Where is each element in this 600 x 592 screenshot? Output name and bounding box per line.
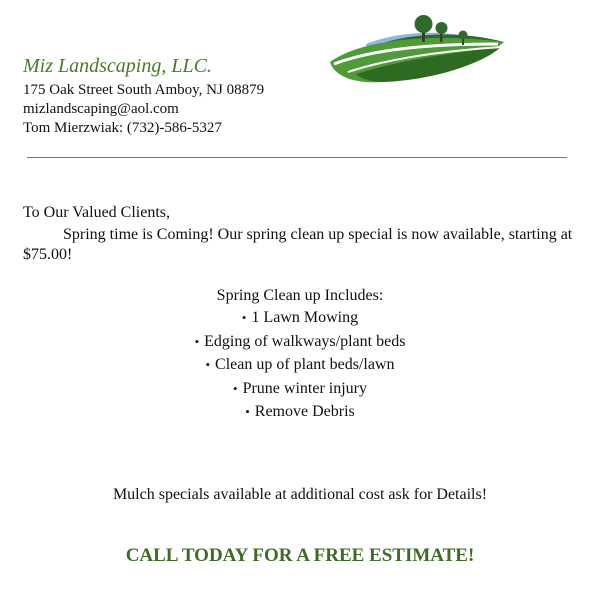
header-divider bbox=[27, 157, 567, 158]
company-address: 175 Oak Street South Amboy, NJ 08879 bbox=[23, 82, 265, 98]
list-item bbox=[0, 377, 600, 401]
service-label: Prune winter injury bbox=[242, 379, 367, 397]
service-label: Clean up of plant beds/lawn bbox=[215, 356, 395, 373]
call-to-action: CALL TODAY FOR A FREE ESTIMATE! bbox=[125, 545, 475, 566]
bullet-icon: • bbox=[241, 310, 247, 325]
bullet-icon: • bbox=[205, 357, 211, 372]
company-name: Miz Landscaping, LLC. bbox=[23, 55, 212, 77]
company-email: mizlandscaping@aol.com bbox=[23, 101, 179, 117]
landscape-logo-icon bbox=[326, 14, 508, 84]
list-item bbox=[0, 306, 600, 330]
list-item bbox=[0, 353, 600, 377]
intro-paragraph: Spring time is Coming! Our spring clean up special is now available, starting at $75.00! bbox=[23, 226, 573, 263]
mulch-note: Mulch specials available at additional cost ask for Details! bbox=[112, 486, 488, 503]
service-label: Remove Debris bbox=[254, 403, 355, 420]
service-label: Edging of walkways/plant beds bbox=[204, 332, 406, 350]
greeting: To Our Valued Clients, bbox=[23, 204, 171, 221]
list-item bbox=[0, 330, 600, 354]
service-list bbox=[0, 306, 600, 424]
includes-title: Spring Clean up Includes: bbox=[216, 287, 384, 304]
service-label: 1 Lawn Mowing bbox=[251, 309, 359, 326]
bullet-icon: • bbox=[194, 333, 200, 349]
bullet-icon: • bbox=[245, 404, 250, 419]
bullet-icon: • bbox=[233, 380, 238, 396]
contact-phone: Tom Mierzwiak: (732)-586-5327 bbox=[23, 120, 222, 136]
list-item bbox=[0, 400, 600, 424]
